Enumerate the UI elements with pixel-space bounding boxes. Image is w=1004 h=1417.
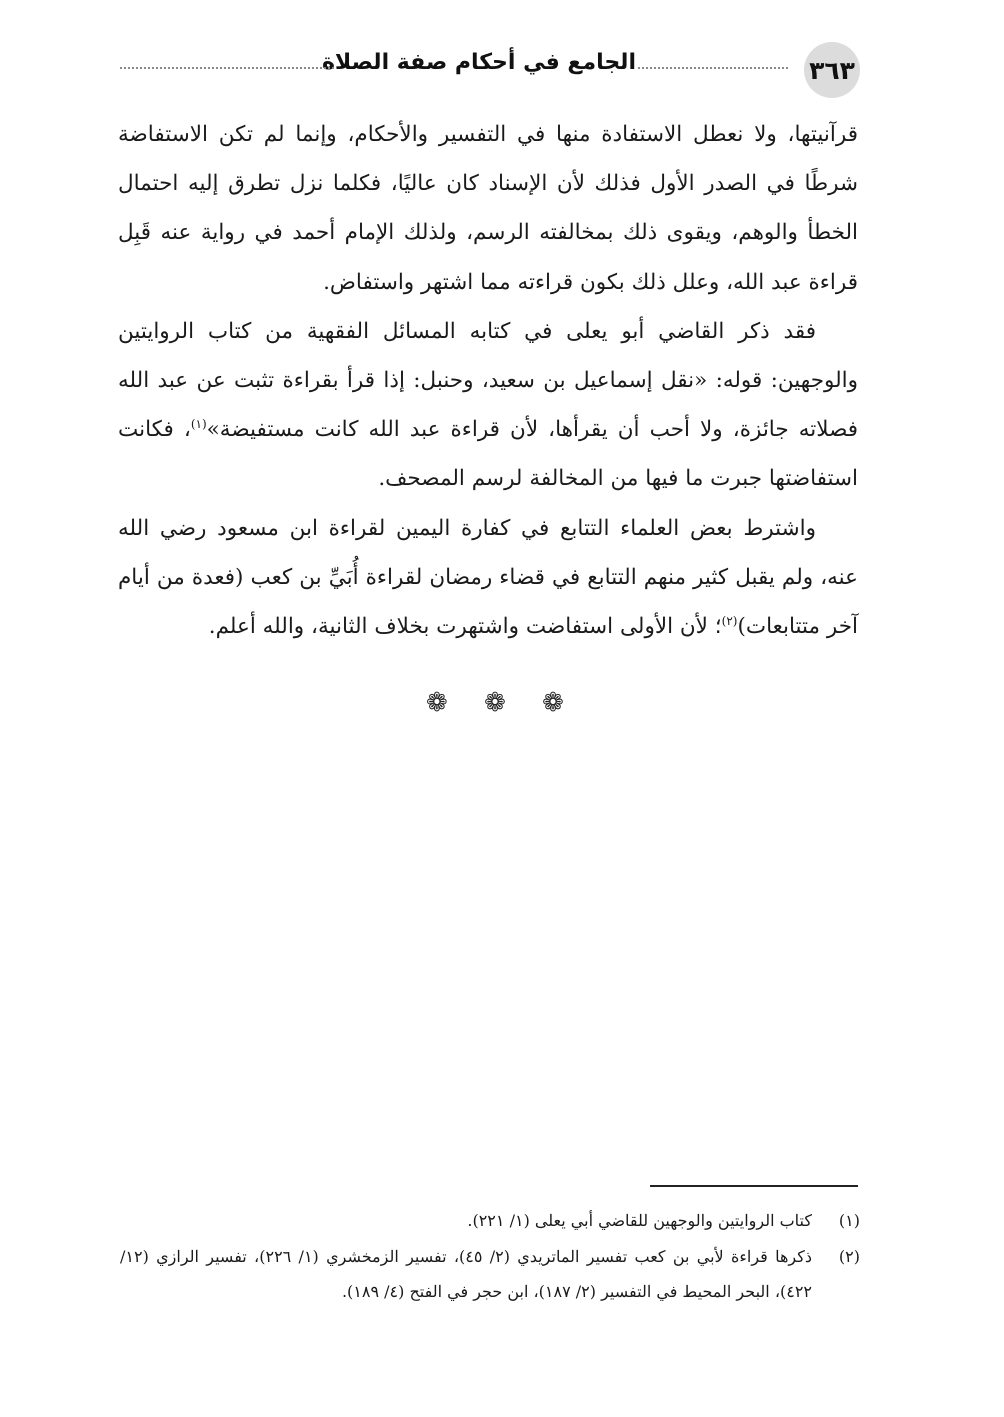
header-dotted-leader-left	[120, 67, 334, 69]
footnote-2	[120, 1239, 860, 1310]
header-dotted-leader-right	[638, 67, 788, 69]
footnote-number: (٢)	[838, 1246, 860, 1266]
page-number-badge	[804, 42, 860, 98]
paragraph-3	[118, 504, 858, 652]
footnote-separator	[650, 1185, 858, 1187]
section-ornament-icon: ❁ ❁ ❁	[426, 688, 578, 718]
footnote-text: ذكرها قراءة لأبي بن كعب تفسير الماتريدي (٢/ ٤٥)، تفسير الزمخشري (١/ ٢٢٦)، تفسير الرازي (١٢/ ٤٢٢)، البحر المحيط في التفسير (٢/ ١٨٧)، ابن حجر في الفتح (٤/ ١٨٩).	[120, 1246, 813, 1301]
page-number: ٣٦٣	[809, 55, 855, 85]
paragraph-2-text-a: فقد ذكر القاضي أبو يعلى في كتابه المسائل الفقهية من كتاب الروايتين والوجهين: قوله: «نقل إسماعيل بن سعيد، وحنبل: إذا قرأ بقراءة تثبت عن عبد الله فصلاته جائزة، ولا أحب أن يقرأها، لأن قراءة عبد الله كانت مستفيضة»	[118, 318, 858, 443]
paragraph-3-text-b: ؛ لأن الأولى استفاضت واشتهرت بخلاف الثانية، والله أعلم.	[208, 614, 722, 640]
paragraph-1: قرآنيتها، ولا نعطل الاستفادة منها في التفسير والأحكام، وإنما لم تكن الاستفاضة شرطًا في الصدر الأول فذلك لأن الإسناد كان عاليًا، فكلما نزل تطرق إليه احتمال الخطأ والوهم، ويقوى ذلك بمخالفته الرسم، ولذلك الإمام أحمد في رواية عنه قَبِل قراءة عبد الله، وعلل ذلك بكون قراءته مما اشتهر واستفاض.	[118, 122, 858, 295]
paragraph-2-text-b: ، فكانت استفاضتها جبرت ما فيها من المخالفة لرسم المصحف.	[118, 417, 858, 492]
paragraph-2	[118, 307, 858, 504]
footnote-ref-1[interactable]: (١)	[190, 417, 207, 432]
footnote-1	[120, 1203, 860, 1239]
footnote-number: (١)	[838, 1211, 860, 1230]
footnote-ref-2[interactable]: (٢)	[721, 613, 738, 628]
running-header	[108, 42, 860, 102]
paragraph-3-text-a: واشترط بعض العلماء التتابع في كفارة اليمين لقراءة ابن مسعود رضي الله عنه، ولم يقبل كثير منهم التتابع في قضاء رمضان لقراءة أُبَيِّ بن كعب (فعدة من أيام آخر متتابعات)	[118, 515, 858, 640]
main-text	[118, 110, 858, 651]
footnotes	[120, 1203, 860, 1310]
footnote-text: كتاب الروايتين والوجهين للقاضي أبي يعلى (١/ ٢٢١).	[467, 1211, 812, 1230]
book-title: الجامع في أحكام صفة الصلاة	[321, 50, 636, 75]
